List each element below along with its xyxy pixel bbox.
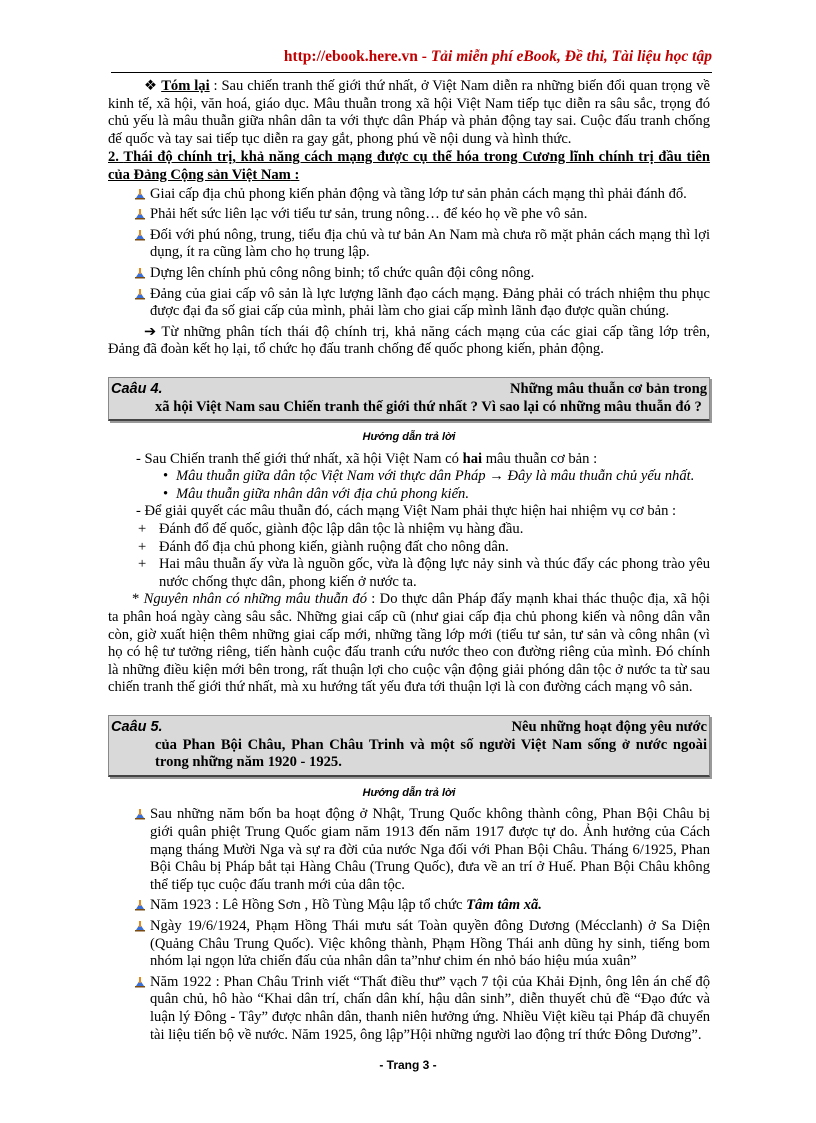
list-item: Năm 1922 : Phan Châu Trinh viết “Thất điều thư” vạch 7 tội của Khải Định, ông lên án chế độ quân chủ, hô hào “Khai dân trí, chấn dân khí, hậu dân sinh”, diễn thuyết chủ đề “Đạo đức và luận lý Đông - Tây” được nhân dân, thanh niên hưởng ứng. Nhiều Việt kiều tại Pháp đã chuyển tài liệu tiến bộ về nước. Năm 1925, ông lập”Hội những người lao động trí thức Đông Dương”. (108, 974, 710, 1044)
pushpin-bullet-icon (134, 267, 146, 279)
list-item: Phải hết sức liên lạc với tiểu tư sản, trung nông… để kéo họ về phe vô sản. (108, 206, 710, 224)
pushpin-bullet-icon (134, 808, 146, 820)
list-item: Năm 1923 : Lê Hồng Sơn , Hồ Tùng Mậu lập tổ chức Tâm tâm xã. (108, 897, 710, 915)
list-item: Sau những năm bốn ba hoạt động ở Nhật, Trung Quốc không thành công, Phan Bội Châu bị giới quân phiệt Trung Quốc giam năm 1913 đến năm 1917 được tự do. Ảnh hưởng của Cách mạng tháng Mười Nga và sự ra đời của nước Nga đối với Phan Bội Châu. Tháng 6/1925, Phan Bội Châu bị Pháp bắt tại Hàng Châu (Trung Quốc), đưa về an trí ở Huế. Phan Bội Châu không thể tiếp tục cuộc đấu tranh mới của dân tộc. (108, 806, 710, 894)
pushpin-bullet-icon (134, 208, 146, 220)
list-item: Giai cấp địa chủ phong kiến phản động và tầng lớp tư sản phản cách mạng thì phải đánh đổ. (108, 186, 710, 204)
pushpin-bullet-icon (134, 188, 146, 200)
arrow-right-icon: ➔ (144, 323, 157, 340)
q4-tasks-line: - Để giải quyết các mâu thuẫn đó, cách mạng Việt Nam phải thực hiện hai nhiệm vụ cơ bản : (136, 503, 677, 520)
pushpin-bullet-icon (134, 288, 146, 300)
question-5-box (108, 715, 710, 777)
arrow-right-icon: → (489, 468, 504, 485)
list-item: Đối với phú nông, trung, tiểu địa chủ và tư bản An Nam mà chưa rõ mặt phản cách mạng thì lợi dụng, ít ra cũng làm cho họ trung lập. (108, 227, 710, 262)
question-5-guide-heading: Hướng dẫn trả lời (362, 786, 456, 799)
pushpin-bullet-icon (134, 920, 146, 932)
summary-text: : Sau chiến tranh thế giới thứ nhất, ở Việt Nam diễn ra những biến đổi quan trọng về kinh tế, xã hội, văn hoá, giáo dục. Mâu thuẫn trong xã hội Việt Nam tiếp tục diễn ra sâu sắc, trọng đó chủ yếu là mâu thuẫn giữa nhân dân ta với thực dân Pháp và phản động tay sai. Cuộc đấu tranh chống đế quốc và tay sai tiếp tục diễn ra gay gắt, phong phú về nội dung và hình thức. (108, 78, 710, 147)
q4-intro-line: - Sau Chiến tranh thế giới thứ nhất, xã hội Việt Nam có hai mâu thuẫn cơ bản : (136, 450, 598, 467)
section-2-title: 2. Thái độ chính trị, khả năng cách mạng được cụ thể hóa trong Cương lĩnh chính trị đầu tiên của Đảng Cộng sản Việt Nam : (108, 149, 711, 183)
question-4-box (108, 377, 710, 421)
pushpin-bullet-icon (134, 976, 146, 988)
summary-lead: Tóm lại (161, 78, 210, 94)
summary-paragraph (108, 78, 710, 148)
list-item: Ngày 19/6/1924, Phạm Hồng Thái mưu sát Toàn quyền đông Dương (Mécclanh) ở Sa Diện (Quảng Châu Trung Quốc). Việc không thành, Phạm Hồng Thái anh dũng hy sinh, tiếng bom nhóm lại ngọn lửa chiến đấu của nhân dân ta”như chim én nhỏ báo hiệu múa xuân” (108, 918, 710, 971)
question-4-title-continued: xã hội Việt Nam sau Chiến tranh thế giới thứ nhất ? Vì sao lại có những mâu thuẫn đó ? (155, 398, 702, 415)
pushpin-bullet-icon (134, 229, 146, 241)
q5-bullet-list (108, 806, 710, 1044)
header-url-link[interactable]: http://ebook.here.vn (283, 48, 418, 65)
question-5-title-continued: của Phan Bội Châu, Phan Châu Trinh và một số người Việt Nam sống ở nước ngoài trong những năm 1920 - 1925. (155, 736, 707, 771)
list-item: Đảng của giai cấp vô sản là lực lượng lãnh đạo cách mạng. Đảng phải có trách nhiệm thu phục được đại đa số giai cấp của mình, phải làm cho giai cấp mình lãnh đạo được quần chúng. (108, 286, 710, 321)
question-4-title: Những mâu thuẫn cơ bản trong (509, 380, 707, 397)
section-2-bullet-list (108, 186, 710, 321)
question-5-label: Caâu 5. (111, 719, 163, 735)
diamond-bullet-icon: ❖ (144, 78, 158, 94)
list-item: Dựng lên chính phủ công nông binh; tổ chức quân đội công nông. (108, 265, 710, 283)
list-item: • Mâu thuẫn giữa dân tộc Việt Nam với thực dân Pháp → Đây là mâu thuẫn chủ yếu nhất. (163, 468, 695, 485)
page-number: - Trang 3 - (379, 1058, 437, 1072)
header-separator: - (417, 48, 431, 65)
list-item: + Đánh đổ đế quốc, giành độc lập dân tộc là nhiệm vụ hàng đầu. (138, 521, 524, 538)
section-2-conclusion: ➔ Từ những phân tích thái độ chính trị, khả năng cách mạng của các giai cấp tầng lớp trên, Đảng đã đoàn kết họ lại, tổ chức họ đấu tranh chống đế quốc phong kiến, phản động. (108, 323, 710, 358)
header-tagline: Tải miễn phí eBook, Đề thi, Tài liệu học tập (430, 48, 712, 65)
question-5-title: Nêu những hoạt động yêu nước (511, 719, 707, 735)
document-body (108, 78, 710, 1047)
question-4-guide-heading: Hướng dẫn trả lời (362, 431, 456, 444)
page-header (111, 48, 712, 73)
question-4-label: Caâu 4. (111, 380, 163, 397)
list-item: • Mâu thuẫn giữa nhân dân với địa chủ phong kiến. (163, 485, 469, 502)
pushpin-bullet-icon (134, 899, 146, 911)
list-item: + Đánh đổ địa chủ phong kiến, giành ruộng đất cho nông dân. (138, 538, 509, 555)
list-item: + Hai mâu thuẫn ấy vừa là nguồn gốc, vừa là động lực nảy sinh và thúc đẩy các phong trào yêu nước chống thực dân, phong kiến ở nước ta. (138, 556, 710, 590)
q4-cause-paragraph: * Nguyên nhân có những mâu thuẫn đó : Do thực dân Pháp đẩy mạnh khai thác thuộc địa, xã hội ta phân hoá ngày càng sâu sắc. Những giai cấp cũ (như giai cấp địa chủ phong kiến và nông dân vẫn còn, giờ xuất hiện thêm những giai cấp mới, những tầng lớp mới (tiểu tư sản, tư sản và công nhân (vì họ có hệ tư tưởng riêng, tiến hành cuộc đấu tranh cứu nước theo con đường riêng của mình. Đó chính là những điều kiện mới bên trong, rất thuận lợi cho cuộc vận động giải phóng dân tộc ở nước ta từ sau chiến tranh thế giới thứ nhất, mà xu hướng tất yếu đưa tới thuận lợi là con đường cách mạng vô sản. (108, 591, 710, 696)
